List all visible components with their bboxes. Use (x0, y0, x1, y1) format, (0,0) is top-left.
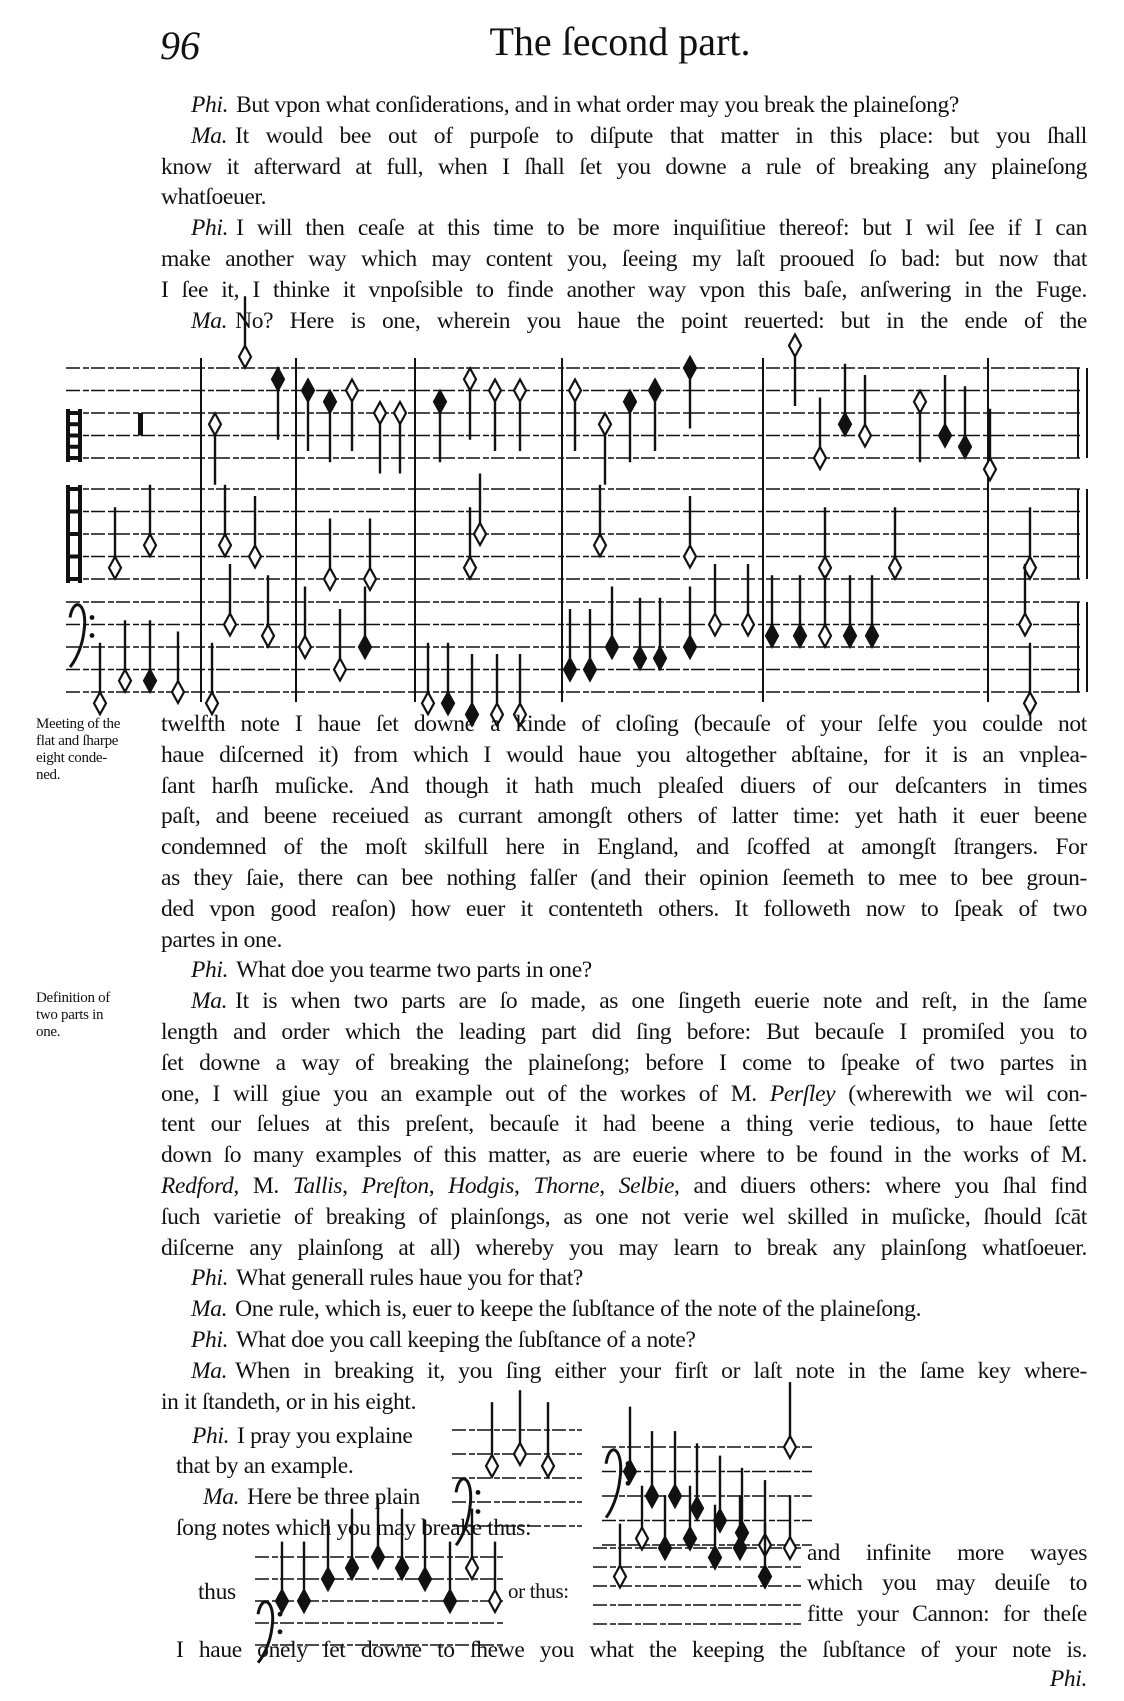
margin-line: ned. (36, 767, 61, 783)
line-text: ſet downe a way of breaking the plaineſong; before I come to ſpeake of two partes in (161, 1049, 1087, 1076)
line-text: I will then ceaſe at this time to be more inquiſitiue thereof: but I wil ſee if I can (236, 215, 1087, 242)
note (684, 636, 696, 658)
note (889, 557, 901, 579)
line-text: One rule, which is, euer to keepe the ſubſtance of the note of the plaineſong. (235, 1296, 922, 1323)
note (649, 380, 661, 402)
right-line1: and infinite more wayes (807, 1540, 1087, 1566)
note (334, 659, 346, 681)
speaker-label: Phi. (191, 215, 229, 242)
note (249, 546, 261, 568)
clef-dot (476, 1509, 481, 1514)
note (144, 670, 156, 692)
note (239, 346, 251, 368)
text-line (161, 801, 1087, 832)
line-text: It is when two parts are ſo made, as one ſingeth euerie note and reſt, in the ſame (235, 988, 1087, 1015)
rest (138, 413, 143, 436)
text-line (161, 1233, 1087, 1264)
c-clef-rung (66, 445, 82, 449)
bass-clef-icon (70, 605, 85, 667)
note (819, 625, 831, 647)
clef-dot (476, 1490, 481, 1495)
c-clef-rung (66, 456, 82, 460)
speaker: Ma. (203, 1484, 240, 1510)
note (839, 413, 851, 435)
margin-line: flat and ſharpe (36, 733, 119, 749)
note (396, 1557, 408, 1579)
italic-name: Redford (161, 1172, 234, 1199)
text-line (161, 1017, 1087, 1048)
note (584, 659, 596, 681)
text-line (161, 894, 1087, 925)
note (624, 391, 636, 413)
note (219, 534, 231, 556)
note (866, 625, 878, 647)
text-line (161, 955, 1087, 986)
line-text: ded vpon good reaſon) how euer it contenteth others. It followeth now to ſpeak of two (161, 895, 1087, 922)
example-ma-line2: ſong notes which you may breake thus: (176, 1515, 532, 1541)
line-text: partes in one. (161, 926, 283, 953)
speaker-label: Phi. (191, 1326, 229, 1353)
line-text: haue diſcerned it) from which I would haue you altogether abſtaine, for it is an vnplea- (161, 741, 1087, 768)
note (276, 1590, 288, 1612)
speaker-label: Phi. (191, 1265, 229, 1292)
note (784, 1436, 796, 1458)
line-text: , M. (233, 1172, 293, 1199)
running-title: The ſecond part. (489, 19, 751, 64)
line-text: twelfth note I haue ſet downe a kinde of cloſing (becauſe of your ſelfe you coulde not (161, 711, 1087, 737)
note (298, 1590, 310, 1612)
note (634, 647, 646, 669)
line-text: condemned of the moſt skilfull here in England, and ſcoffed at amongſt ſtrangers. For (161, 834, 1087, 861)
note (742, 614, 754, 636)
text-line (161, 1048, 1087, 1079)
note (614, 1566, 626, 1588)
note (669, 1485, 681, 1507)
note (514, 1443, 526, 1465)
c-clef-rung (66, 411, 82, 415)
clef-dot (278, 1629, 283, 1634)
note (209, 413, 221, 435)
text: Here be three plain (247, 1484, 420, 1510)
note (394, 402, 406, 424)
line-text: make another way which may content you, ſeeing my laſt prooued ſo bad: but now that (161, 245, 1087, 272)
note (302, 380, 314, 402)
note (1019, 614, 1031, 636)
c-clef-rung (66, 422, 82, 426)
text-line (161, 925, 1087, 956)
line-text: as they ſaie, there can bee nothing falſer (and their opinion ſeemeth to mee to bee groun- (161, 864, 1087, 891)
italic-name: Tallis (292, 1172, 343, 1199)
text-line (161, 832, 1087, 863)
text-line (161, 1325, 1087, 1356)
note (322, 1568, 334, 1590)
italic-name: Hodgis (448, 1172, 515, 1199)
note (486, 1455, 498, 1477)
note (474, 523, 486, 545)
italic-name: Perſley (769, 1080, 836, 1107)
note (569, 380, 581, 402)
note (514, 380, 526, 402)
line-text: , and diuers others: where you ſhal find (674, 1172, 1087, 1199)
page-number: 96 (160, 23, 200, 68)
c-clef-rung (66, 555, 82, 559)
speaker-label: Phi. (191, 92, 229, 118)
line-text: ſuch varietie of breaking of plainſongs, as one not verie wel skilled in muſicke, ſhould ſcāt (161, 1203, 1087, 1230)
or-thus-label: or thus: (508, 1579, 569, 1603)
line-text: I ſee it, I thinke it vnpoſsible to finde another way vpon this baſe, anſwering in the Fuge. (161, 276, 1087, 303)
note (466, 1557, 478, 1579)
margin-note-definition (36, 990, 164, 1041)
note (119, 670, 131, 692)
catchword: Phi. (1049, 1666, 1087, 1692)
note (814, 447, 826, 469)
note (434, 391, 446, 413)
margin-note-meeting (36, 716, 164, 784)
margin-line: eight conde- (36, 750, 107, 766)
text-line (161, 1387, 1087, 1418)
note (542, 1455, 554, 1477)
note (272, 368, 284, 390)
line-text: one, I will giue you an example out of the workes of M. (161, 1080, 770, 1107)
closing-line: I haue onely ſet downe to ſhewe you what the keeping the ſubſtance of your note is. (176, 1637, 1087, 1663)
italic-name: Thorne (533, 1172, 600, 1199)
text-line (161, 1109, 1087, 1140)
note (646, 1485, 658, 1507)
line-text: , (428, 1172, 449, 1199)
note (564, 659, 576, 681)
line-text: know it afterward at full, when I ſhall ſet you downe a rule of breaking any plaineſong (161, 153, 1087, 180)
text-line (161, 1294, 1087, 1325)
note (599, 413, 611, 435)
note (784, 1537, 796, 1559)
note (374, 402, 386, 424)
note (299, 636, 311, 658)
bass-clef-icon (606, 1450, 621, 1518)
right-line2: which you may deuiſe to (807, 1570, 1087, 1596)
note (794, 625, 806, 647)
note (684, 357, 696, 379)
line-text: ſant harſh muſicke. And though it hath much pleaſed diuers of our deſcanters in times (161, 772, 1087, 799)
italic-name: Preſton (361, 1172, 429, 1199)
text-line (161, 1079, 1087, 1110)
note (606, 636, 618, 658)
note (759, 1566, 771, 1588)
text-line (161, 1140, 1087, 1171)
c-clef-rung (66, 434, 82, 438)
note (359, 636, 371, 658)
c-clef-rung (66, 487, 82, 491)
text-line (161, 740, 1087, 771)
note (262, 625, 274, 647)
note (844, 625, 856, 647)
note (914, 391, 926, 413)
line-text: What doe you tearme two parts in one? (236, 957, 592, 984)
text-line (161, 863, 1087, 894)
speaker-label: Ma. (191, 988, 228, 1015)
line-text: , (599, 1172, 619, 1199)
note (372, 1546, 384, 1568)
note (224, 614, 236, 636)
note (709, 614, 721, 636)
note (594, 534, 606, 556)
example-ma-line1 (203, 1484, 420, 1511)
note (489, 380, 501, 402)
text-block-after-music (161, 709, 1087, 1417)
note (684, 1528, 696, 1550)
speaker-label: Phi. (191, 957, 229, 984)
line-text: What generall rules haue you for that? (236, 1265, 583, 1292)
text-line (161, 1263, 1087, 1294)
speaker-label: Ma. (191, 307, 228, 334)
note (172, 681, 184, 703)
text-line (161, 709, 1087, 740)
c-clef-rung (66, 577, 82, 581)
note (94, 692, 106, 714)
line-text: , (342, 1172, 362, 1199)
note (324, 391, 336, 413)
note (489, 1590, 501, 1612)
note (789, 335, 801, 357)
note (636, 1528, 648, 1550)
note (109, 557, 121, 579)
margin-line: Definition of (36, 990, 111, 1006)
line-text: whatſoeuer. (161, 184, 267, 211)
c-clef-rung (66, 510, 82, 514)
note (659, 1537, 671, 1559)
note (464, 368, 476, 390)
text-line (161, 1202, 1087, 1233)
note (324, 568, 336, 590)
line-text: , (514, 1172, 534, 1199)
margin-line: two parts in (36, 1007, 104, 1023)
thus-label: thus (198, 1579, 236, 1605)
note (346, 380, 358, 402)
note (654, 647, 666, 669)
right-line3: fitte your Cannon: for theſe (807, 1601, 1087, 1627)
line-text: No? Here is one, wherein you haue the point reuerted: but in the ende of the (235, 307, 1087, 334)
example-phi-line1 (192, 1423, 413, 1450)
note (464, 557, 476, 579)
note (691, 1497, 703, 1519)
clef-dot (90, 615, 95, 620)
text-line (161, 986, 1087, 1017)
line-text: It would bee out of purpoſe to diſpute that matter in this place: but you ſhall (235, 122, 1087, 149)
line-text: tent our ſelues at this preſent, becauſe it had beene a thing verie tedious, to haue ſette (161, 1111, 1087, 1138)
note (709, 1547, 721, 1569)
line-text: in it ſtandeth, or in his eight. (161, 1388, 417, 1415)
italic-name: Selbie (618, 1172, 675, 1199)
note (346, 1557, 358, 1579)
example-phi-line2: that by an example. (176, 1453, 354, 1479)
note (419, 1568, 431, 1590)
speaker-label: Ma. (191, 1296, 228, 1323)
text-line (161, 1356, 1087, 1387)
line-text: down ſo many examples of this matter, as are euerie where to be found in the works of M. (161, 1142, 1087, 1169)
line-text: length and order which the leading part did ſing before: But becauſe I promiſed you to (161, 1018, 1087, 1045)
note (144, 534, 156, 556)
note (984, 458, 996, 480)
margin-line: one. (36, 1024, 61, 1040)
line-text: diſcerne any plainſong at all) whereby you may learn to break any plainſong whatſoeuer. (161, 1234, 1087, 1261)
note (859, 425, 871, 447)
margin-line: Meeting of the (36, 716, 121, 732)
speaker-label: Ma. (191, 122, 228, 149)
clef-dot (90, 633, 95, 638)
note (444, 1590, 456, 1612)
speaker: Phi. (192, 1423, 230, 1449)
note (959, 436, 971, 458)
note (939, 425, 951, 447)
line-text: When in breaking it, you ſing either your firſt or laſt note in the ſame key where- (235, 1357, 1087, 1384)
line-text: paſt, and beene receiued as currant amongſt others of latter time: yet hath it euer beene (161, 803, 1087, 830)
line-text: What doe you call keeping the ſubſtance of a note? (236, 1326, 696, 1353)
c-clef-rung (66, 532, 82, 536)
text-line (161, 771, 1087, 802)
note (766, 625, 778, 647)
note (684, 546, 696, 568)
line-text: (wherewith we wil con- (835, 1080, 1087, 1107)
text: I pray you explaine (237, 1423, 413, 1449)
line-text: But vpon what conſiderations, and in what order may you break the plaineſong? (236, 92, 960, 118)
text-line (161, 1171, 1087, 1202)
speaker-label: Ma. (191, 1357, 228, 1384)
